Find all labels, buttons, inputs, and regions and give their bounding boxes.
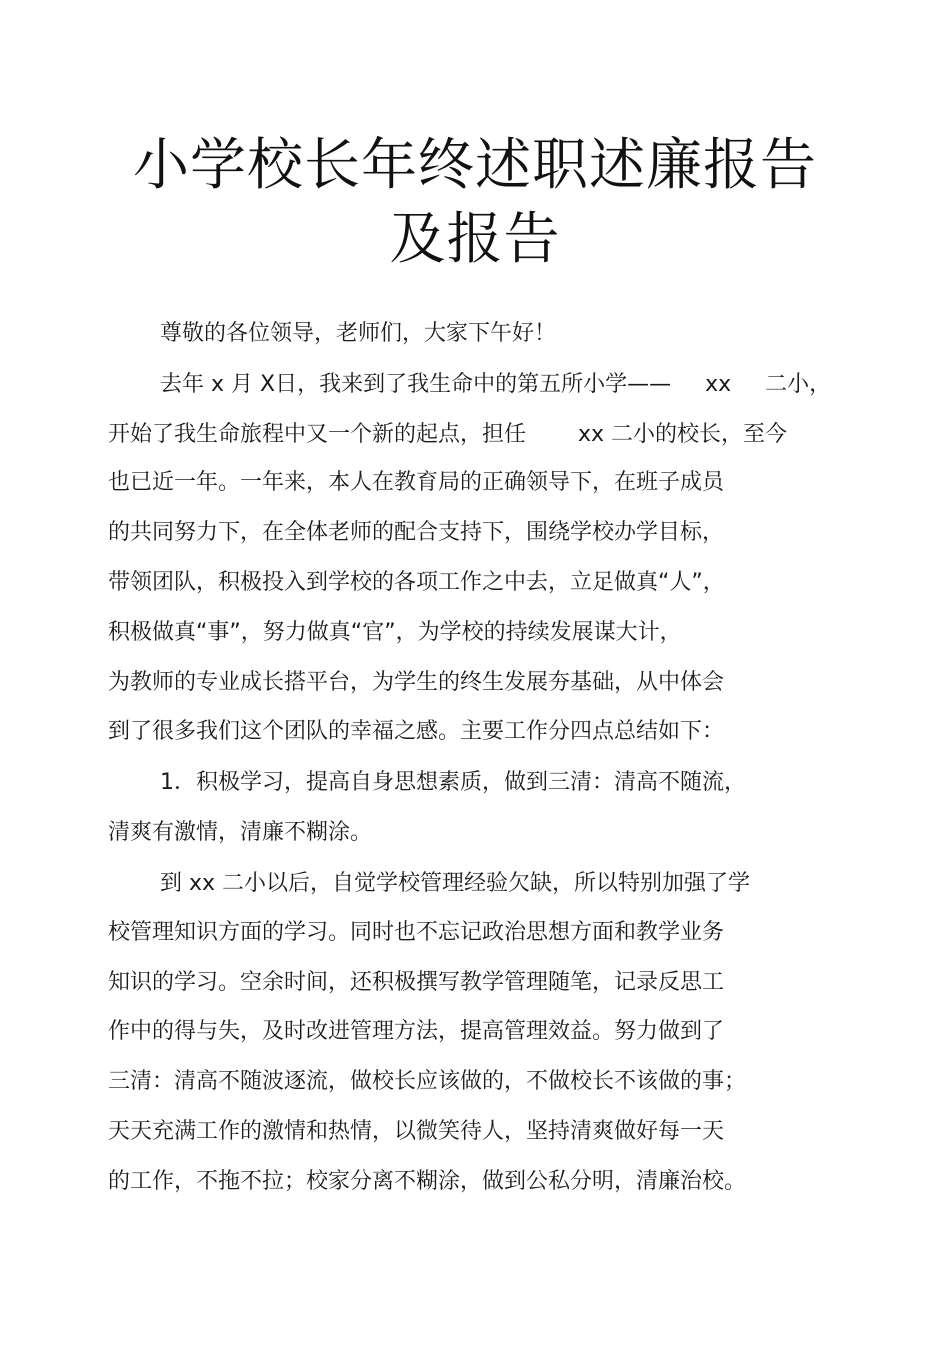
paragraph-1-line-6: 积极做真“事”，努力做真“官”，为学校的持续发展谋大计， <box>108 620 682 645</box>
paragraph-1-line-1-b: xx <box>705 372 732 397</box>
paragraph-2-line-3: 知识的学习。空余时间，还积极撰写教学管理随笔，记录反思工 <box>108 970 725 995</box>
item-1-line-2: 清爽有激情，清廉不糊涂。 <box>108 820 373 845</box>
paragraph-1-line-1-c: 二小， <box>765 372 832 397</box>
paragraph-2-line-2: 校管理知识方面的学习。同时也不忘记政治思想方面和教学业务 <box>108 920 725 945</box>
paragraph-2-line-4: 作中的得与失，及时改进管理方法，提高管理效益。努力做到了 <box>108 1019 725 1044</box>
paragraph-2-line-5: 三清：清高不随波逐流，做校长应该做的，不做校长不该做的事； <box>108 1069 747 1094</box>
paragraph-1-line-8: 到了很多我们这个团队的幸福之感。主要工作分四点总结如下： <box>108 719 725 744</box>
paragraph-2-line-6: 天天充满工作的激情和热情，以微笑待人，坚持清爽做好每一天 <box>108 1119 725 1144</box>
item-1-line-1: 1．积极学习，提高自身思想素质，做到三清：清高不随流， <box>160 770 746 795</box>
paragraph-1-line-5: 带领团队，积极投入到学校的各项工作之中去，立足做真“人”， <box>108 570 725 595</box>
paragraph-1-line-7: 为教师的专业成长搭平台，为学生的终生发展夯基础，从中体会 <box>108 670 725 695</box>
paragraph-1-line-2-a: 开始了我生命旅程中又一个新的起点，担任 <box>108 422 527 447</box>
greeting-line: 尊敬的各位领导，老师们，大家下午好！ <box>160 321 557 346</box>
paragraph-2-line-7: 的工作，不拖不拉；校家分离不糊涂，做到公私分明，清廉治校。 <box>108 1169 747 1194</box>
document-title-line-2: 及报告 <box>389 207 561 272</box>
paragraph-2-line-1: 到 xx 二小以后，自觉学校管理经验欠缺，所以特别加强了学 <box>160 871 751 896</box>
document-title-line-1: 小学校长年终述职述廉报告 <box>133 133 817 198</box>
paragraph-1-line-1-a: 去年 x 月 X日，我来到了我生命中的第五所小学—— <box>160 372 672 397</box>
paragraph-1-line-2-b: xx 二小的校长，至今 <box>578 422 788 447</box>
paragraph-1-line-3: 也已近一年。一年来，本人在教育局的正确领导下，在班子成员 <box>108 470 725 495</box>
paragraph-1-line-4: 的共同努力下，在全体老师的配合支持下，围绕学校办学目标， <box>108 520 725 545</box>
paragraph-1-line-2 <box>108 424 787 446</box>
paragraph-1-line-1 <box>160 374 831 396</box>
